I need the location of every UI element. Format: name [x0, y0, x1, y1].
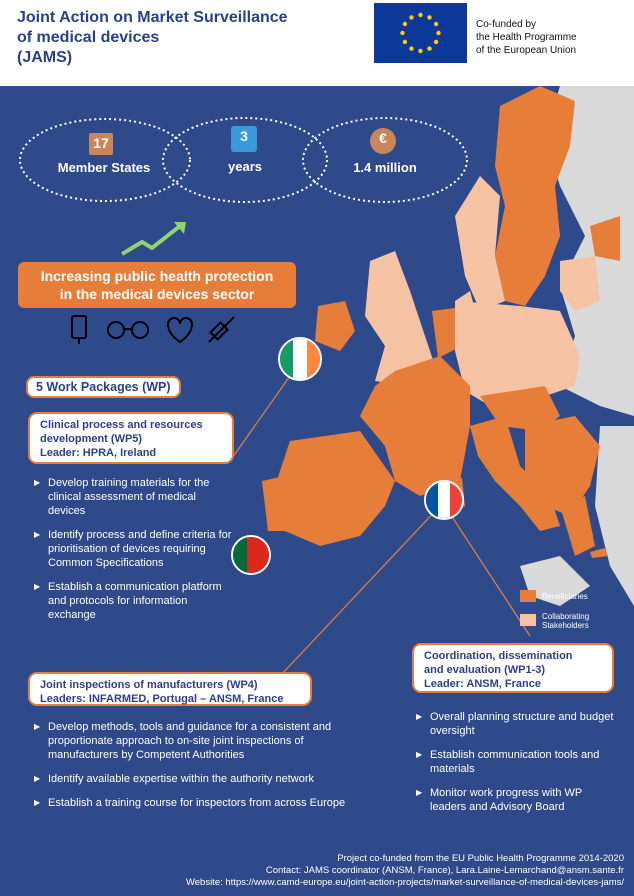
wp13-title-1: Coordination, dissemination: [424, 650, 573, 662]
footer-contact: Contact: JAMS coordinator (ANSM, France), Lara.Laine-Lemarchand@ansm.sante.fr: [265, 865, 624, 876]
list-item: ▶ Monitor work progress with WP leaders and Advisory Board: [416, 786, 616, 814]
wp13-bullets: [416, 710, 616, 824]
legend-collab-swatch: [520, 614, 536, 626]
list-item: ▶ Identify process and define criteria for prioritisation of devices requiring Common Specifications: [34, 528, 234, 570]
wp13-leader: Leader: ANSM, France: [424, 678, 541, 690]
stat-ovals: [0, 86, 634, 226]
euro-coin-icon: €: [370, 128, 396, 154]
portugal-flag-icon: [231, 535, 271, 575]
list-item: ▶ Identify available expertise within the authority network: [34, 772, 354, 786]
page-title: Joint Action on Market Surveillance of medical devices (JAMS): [17, 9, 288, 66]
legend-beneficiaries-swatch: [520, 590, 536, 602]
wp13-title-2: and evaluation (WP1-3): [424, 664, 546, 676]
wp4-bullets: [34, 720, 354, 820]
list-item: ▶ Develop training materials for the clinical assessment of medical devices: [34, 476, 234, 518]
years-label: years: [228, 159, 262, 174]
ireland-flag-icon: [278, 337, 322, 381]
wp5-title-1: Clinical process and resources: [40, 419, 203, 431]
legend-beneficiaries: Beneficiaries: [542, 592, 588, 601]
glasses-icon: [108, 322, 124, 338]
wp4-title: Joint inspections of manufacturers (WP4): [40, 679, 258, 691]
footer-funding: Project co-funded from the EU Public Health Programme 2014-2020: [337, 853, 624, 864]
footer: [186, 853, 624, 889]
device-icons: [64, 312, 244, 346]
footer-website: Website: https://www.camd-europe.eu/joint-action-projects/market-surveillance-of-medical-devices-jams/: [185, 877, 624, 888]
budget-label: 1.4 million: [353, 160, 417, 175]
member-states-label: Member States: [57, 160, 151, 175]
wp4-leaders: Leaders: INFARMED, Portugal – ANSM, France: [40, 693, 284, 705]
list-item: ▶ Establish a training course for inspectors from across Europe: [34, 796, 354, 810]
calendar-icon: 3: [231, 126, 257, 152]
wp5-box: [28, 412, 234, 464]
cofunded-text: Co-funded by the Health Programme of the European Union: [476, 19, 577, 56]
list-item: ▶ Develop methods, tools and guidance for a consistent and proportionate approach to on-site joint inspections of manufacturers by Competent Authorities: [34, 720, 354, 762]
eu-flag-icon: [374, 3, 467, 63]
wp4-box: [28, 672, 312, 706]
headline-banner: [18, 262, 296, 308]
france-flag-icon: [424, 480, 464, 520]
legend-collab: Collaborating Stakeholders: [542, 612, 590, 630]
wp13-box: [412, 643, 614, 693]
banner-line-1: Increasing public health protection: [40, 268, 274, 284]
wp5-title-2: development (WP5): [40, 433, 143, 445]
member-states-value: 17: [89, 133, 113, 155]
blood-bag-icon: [72, 316, 86, 338]
wp5-bullets: [34, 476, 234, 632]
trend-arrow-icon: [118, 220, 190, 258]
work-packages-title: 5 Work Packages (WP): [26, 376, 181, 398]
list-item: ▶ Establish communication tools and materials: [416, 748, 616, 776]
header: [0, 0, 634, 86]
list-item: ▶ Establish a communication platform and protocols for information exchange: [34, 580, 234, 622]
list-item: ▶ Overall planning structure and budget oversight: [416, 710, 616, 738]
wp5-leader: Leader: HPRA, Ireland: [40, 447, 157, 459]
heart-monitor-icon: [168, 318, 192, 342]
banner-line-2: in the medical devices sector: [59, 286, 255, 302]
